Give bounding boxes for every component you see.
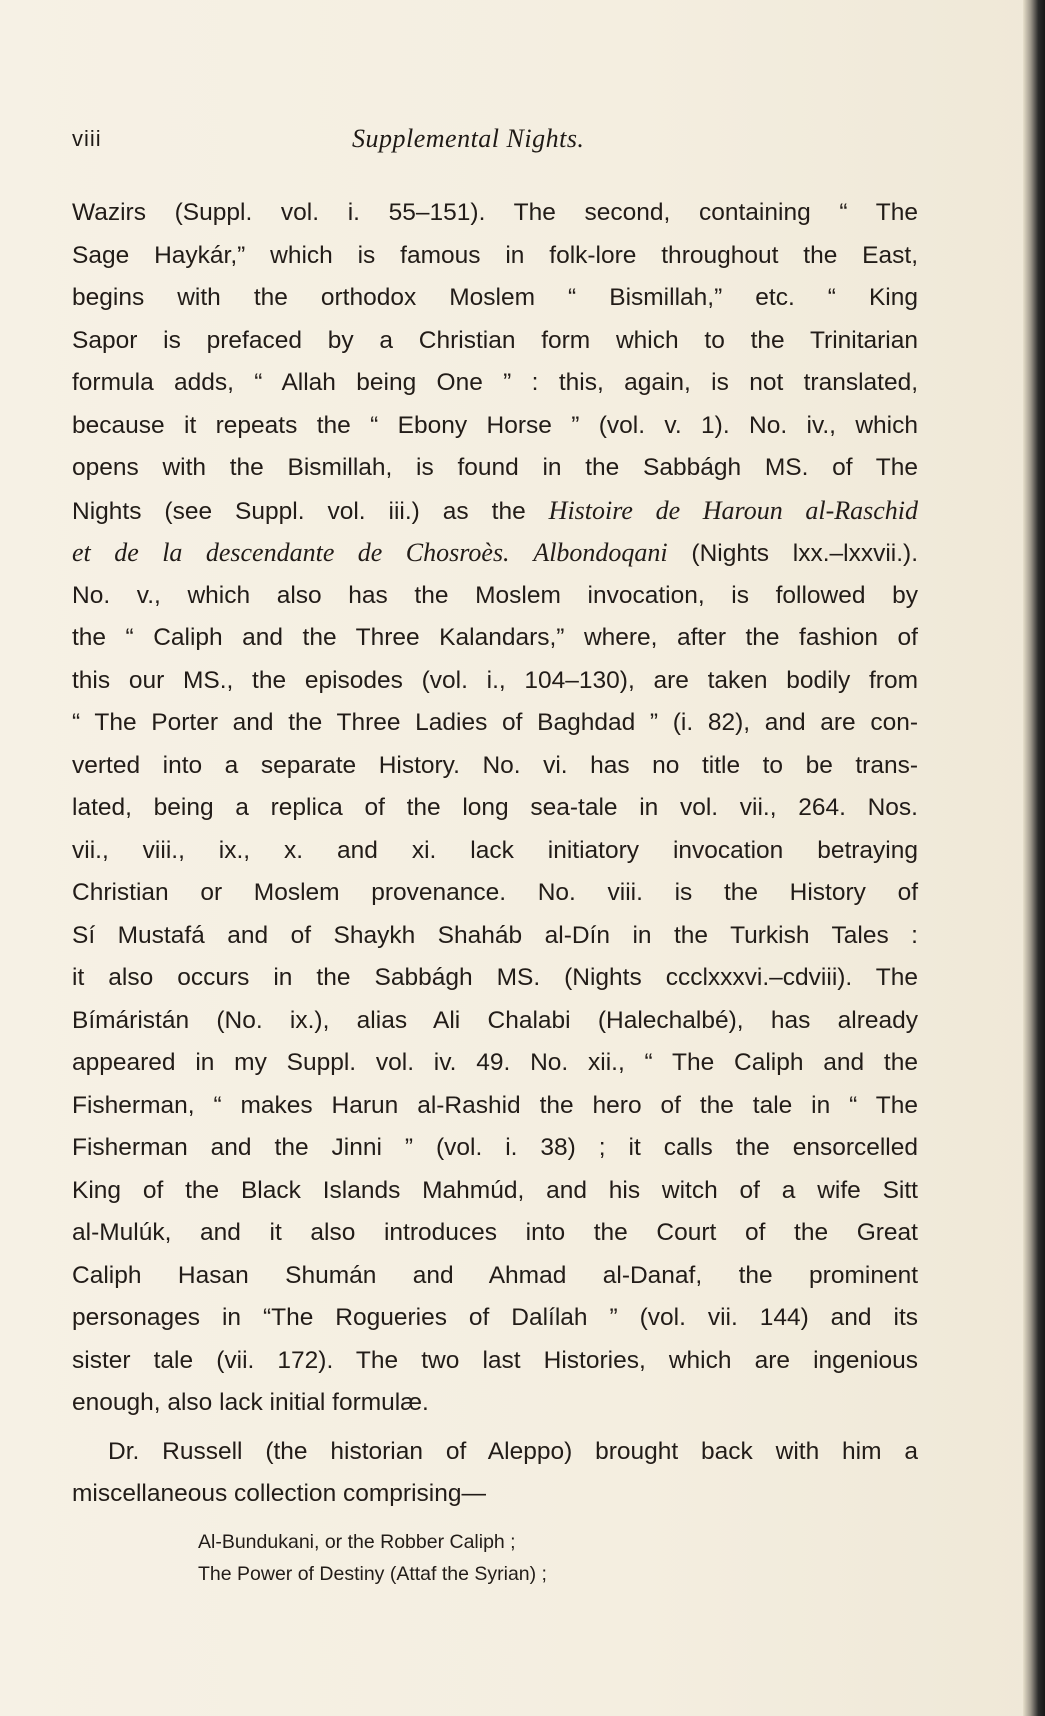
text-segment: because it repeats the “ Ebony Horse ” (vol. v. 1). No. iv., which [72, 411, 918, 439]
text-line [72, 1340, 918, 1383]
text-line [72, 362, 918, 405]
text-segment: opens with the Bismillah, is found in the Sabbágh MS. of The [72, 454, 918, 481]
text-segment: appeared in my Suppl. vol. iv. 49. No. xii., “ The Caliph and the [72, 1049, 918, 1076]
text-line [72, 872, 918, 915]
text-line [72, 1382, 918, 1425]
text-line [72, 490, 918, 533]
text-line [72, 1127, 918, 1170]
book-spine-edge [1023, 0, 1045, 1716]
italic-title: Albondoqani [533, 538, 668, 567]
text-line [72, 447, 918, 490]
text-segment: vii., viii., ix., x. and xi. lack initiatory invocation betraying [72, 836, 918, 864]
text-line [72, 702, 918, 745]
text-line [72, 1042, 918, 1085]
text-segment: Nights (see Suppl. vol. iii.) as the [72, 497, 549, 525]
text-segment: verted into a separate History. No. vi. has no title to be trans- [72, 751, 918, 779]
text-segment: Fisherman, “ makes Harun al-Rashid the hero of the tale in “ The [72, 1091, 918, 1119]
text-segment [510, 540, 534, 567]
text-segment: it also occurs in the Sabbágh MS. (Nights ccclxxxvi.–cdviii). The [72, 964, 918, 991]
text-line [72, 1000, 918, 1043]
italic-title: et de la descendante de Chosroès. [72, 538, 510, 567]
text-segment: this our MS., the episodes (vol. i., 104–130), are taken bodily from [72, 666, 918, 694]
text-segment: the “ Caliph and the Three Kalandars,” where, after the fashion of [72, 624, 918, 651]
paragraph-2 [72, 1431, 918, 1516]
text-line [72, 915, 918, 958]
text-line: Dr. Russell (the historian of Aleppo) brought back with him a [108, 1437, 918, 1465]
text-line [72, 1085, 918, 1128]
list-item: Al-Bundukani, or the Robber Caliph ; [198, 1531, 516, 1553]
text-line [72, 532, 918, 575]
story-list [198, 1526, 798, 1590]
text-line [72, 1170, 918, 1213]
text-line [72, 235, 918, 278]
text-segment: lated, being a replica of the long sea-tale in vol. vii., 264. Nos. [72, 794, 918, 821]
text-segment: King of the Black Islands Mahmúd, and his witch of a wife Sitt [72, 1176, 918, 1204]
list-item: The Power of Destiny (Attaf the Syrian) ; [198, 1563, 547, 1585]
text-line: miscellaneous collection comprising— [72, 1480, 486, 1507]
text-segment: Sage Haykár,” which is famous in folk-lore throughout the East, [72, 241, 918, 269]
italic-title: Histoire de Haroun al-Raschid [548, 495, 919, 525]
text-segment: No. v., which also has the Moslem invocation, is followed by [72, 581, 918, 609]
text-line [72, 1255, 918, 1298]
running-title: Supplemental Nights. [352, 124, 585, 153]
body-text [72, 192, 918, 1516]
text-line [72, 787, 918, 830]
text-line [72, 957, 918, 1000]
text-segment: Fisherman and the Jinni ” (vol. i. 38) ; it calls the ensorcelled [72, 1134, 918, 1161]
page-number: viii [72, 126, 102, 151]
text-segment: “ The Porter and the Three Ladies of Baghdad ” (i. 82), and are con- [72, 709, 918, 736]
text-line [72, 1212, 918, 1255]
text-segment: sister tale (vii. 172). The two last Histories, which are ingenious [72, 1346, 918, 1374]
text-line [72, 320, 918, 363]
text-segment: personages in “The Rogueries of Dalílah ” (vol. vii. 144) and its [72, 1304, 918, 1331]
text-line [72, 830, 918, 873]
text-segment: (Nights lxx.–lxxvii.). [667, 540, 919, 567]
paragraph-1 [72, 192, 918, 1425]
text-line [72, 617, 918, 660]
text-segment: enough, also lack initial formulæ. [72, 1389, 429, 1416]
text-segment: Bímáristán (No. ix.), alias Ali Chalabi (Halechalbé), has already [72, 1006, 918, 1034]
text-segment: formula adds, “ Allah being One ” : this, again, is not translated, [72, 369, 918, 396]
text-line [72, 1297, 918, 1340]
text-segment: Caliph Hasan Shumán and Ahmad al-Danaf, the prominent [72, 1261, 918, 1289]
text-segment: al-Mulúk, and it also introduces into the Court of the Great [72, 1219, 918, 1246]
text-segment: Sí Mustafá and of Shaykh Shaháb al-Dín in the Turkish Tales : [72, 921, 918, 949]
text-line [72, 405, 918, 448]
text-segment: Christian or Moslem provenance. No. viii. is the History of [72, 879, 918, 906]
text-line [72, 575, 918, 618]
text-segment: begins with the orthodox Moslem “ Bismillah,” etc. “ King [72, 284, 918, 311]
text-line [72, 277, 918, 320]
text-line [72, 192, 918, 235]
running-head [72, 120, 952, 160]
text-segment: Sapor is prefaced by a Christian form which to the Trinitarian [72, 326, 918, 354]
text-segment: Wazirs (Suppl. vol. i. 55–151). The second, containing “ The [72, 199, 918, 226]
text-line [72, 660, 918, 703]
text-line [72, 745, 918, 788]
